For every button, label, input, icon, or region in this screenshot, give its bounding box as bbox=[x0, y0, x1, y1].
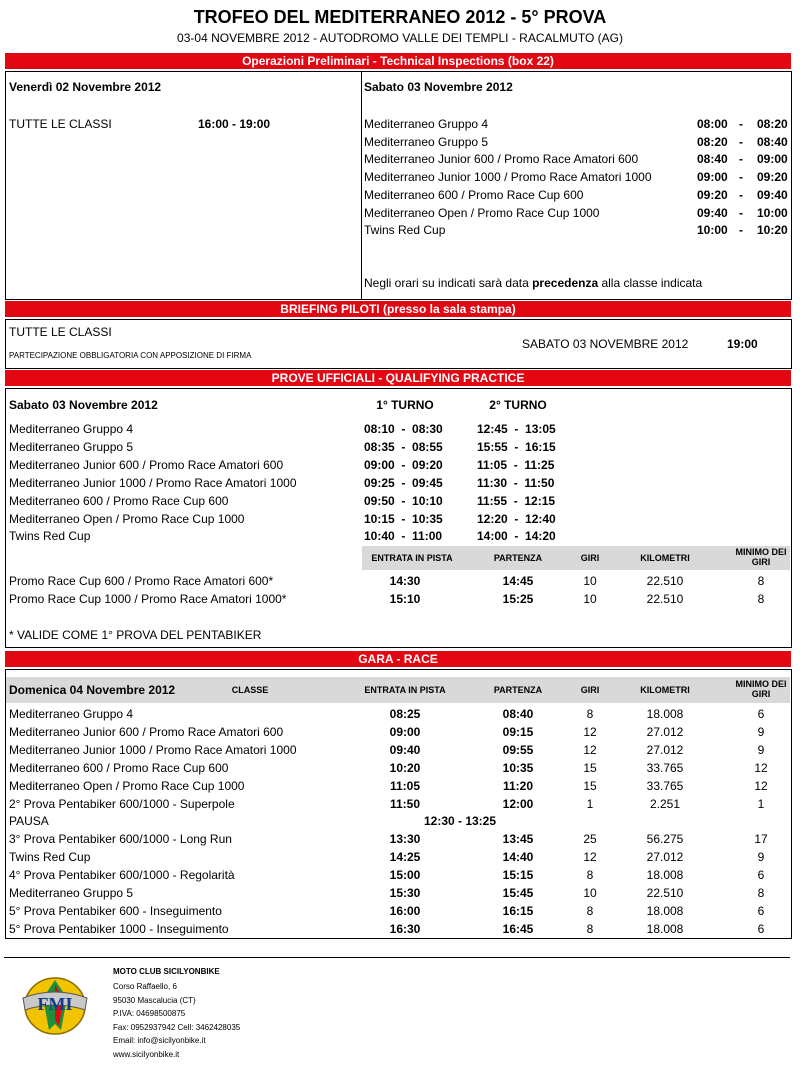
qualifying-race-min: 8 bbox=[757, 574, 765, 588]
qualifying-row-t1: 09:50 - 10:10 bbox=[364, 493, 443, 508]
qualifying-race-min: 8 bbox=[757, 592, 765, 606]
race-row-partenza: 12:00 bbox=[502, 796, 534, 811]
race-h-min1: MINIMO DEI bbox=[735, 679, 787, 689]
race-row-giri: 12 bbox=[583, 724, 597, 739]
qualifying-h-km: KILOMETRI bbox=[640, 553, 690, 563]
race-row-partenza: 08:40 bbox=[502, 707, 534, 721]
qualifying-race-km: 22.510 bbox=[646, 574, 684, 588]
race-row-entrata: 13:30 bbox=[389, 832, 421, 847]
race-row-name: Mediterraneo Junior 600 / Promo Race Amatori 600 bbox=[9, 724, 284, 739]
race-row-giri: 25 bbox=[583, 832, 597, 847]
race-row-km: 18.008 bbox=[646, 903, 684, 918]
briefing-class: TUTTE LE CLASSI bbox=[9, 325, 112, 339]
footer-line: P.IVA: 04698500875 bbox=[113, 1009, 186, 1018]
race-row-partenza: 16:15 bbox=[502, 903, 534, 918]
race-row-partenza: 15:45 bbox=[502, 886, 534, 900]
prelim-row-from: 10:00 bbox=[697, 223, 728, 238]
prelim-row-to: 08:40 bbox=[757, 134, 788, 149]
race-row-name: 4° Prova Pentabiker 600/1000 - Regolarità bbox=[9, 868, 235, 883]
race-row-entrata: 14:25 bbox=[389, 850, 421, 865]
prelim-row-name: Mediterraneo Gruppo 4 bbox=[364, 117, 489, 131]
prelim-left-box bbox=[5, 71, 362, 300]
qualifying-race-entrata: 15:10 bbox=[389, 592, 421, 606]
race-h-km: KILOMETRI bbox=[640, 685, 690, 695]
footer-line: Corso Raffaello, 6 bbox=[113, 982, 177, 991]
race-day: Domenica 04 Novembre 2012 bbox=[9, 683, 176, 697]
briefing-date: SABATO 03 NOVEMBRE 2012 bbox=[522, 337, 689, 351]
race-row-entrata: 08:25 bbox=[389, 707, 421, 721]
qualifying-h-min1: MINIMO DEI bbox=[735, 547, 787, 557]
footer-line: Email: info@sicilyonbike.it bbox=[113, 1036, 206, 1045]
race-row-km: 33.765 bbox=[646, 778, 684, 793]
prelim-left-day: Venerdì 02 Novembre 2012 bbox=[9, 80, 162, 94]
briefing-note: PARTECIPAZIONE OBBLIGATORIA CON APPOSIZIONE DI FIRMA bbox=[9, 351, 252, 360]
race-row-name: 2° Prova Pentabiker 600/1000 - Superpole bbox=[9, 796, 235, 811]
briefing-time: 19:00 bbox=[727, 337, 758, 351]
prelim-row-dash: - bbox=[739, 152, 743, 167]
race-row-partenza: 15:15 bbox=[502, 868, 534, 883]
footer-club: MOTO CLUB SICILYONBIKE bbox=[113, 967, 220, 976]
prelim-left-time: 16:00 - 19:00 bbox=[198, 117, 271, 131]
qualifying-row-t1: 09:25 - 09:45 bbox=[364, 475, 443, 490]
qualifying-row-name: Mediterraneo Gruppo 5 bbox=[9, 439, 134, 454]
prelim-row-name: Mediterraneo Junior 1000 / Promo Race Amatori 1000 bbox=[364, 170, 652, 185]
qualifying-h-min bbox=[725, 547, 797, 567]
prelim-note-c: alla classe indicata bbox=[598, 276, 703, 290]
prelim-bar: Operazioni Preliminari - Technical Inspections (box 22) bbox=[5, 53, 791, 69]
race-row-min: 8 bbox=[757, 886, 765, 900]
prelim-row-from: 08:00 bbox=[697, 117, 728, 131]
qualifying-row-name: Mediterraneo Gruppo 4 bbox=[9, 422, 134, 436]
race-row-name: Mediterraneo Gruppo 5 bbox=[9, 886, 134, 900]
race-row-km: 18.008 bbox=[646, 868, 684, 883]
briefing-bar: BRIEFING PILOTI (presso la sala stampa) bbox=[5, 301, 791, 317]
qualifying-day: Sabato 03 Novembre 2012 bbox=[9, 398, 158, 412]
prelim-row-dash: - bbox=[739, 187, 743, 202]
race-row-name: Mediterraneo Gruppo 4 bbox=[9, 707, 134, 721]
race-row-min: 6 bbox=[757, 903, 765, 918]
race-row-entrata: 09:00 bbox=[389, 724, 421, 739]
qualifying-race-giri: 10 bbox=[583, 574, 597, 588]
race-row-giri: 15 bbox=[583, 778, 597, 793]
prelim-note bbox=[364, 276, 702, 290]
race-row-min: 1 bbox=[757, 796, 765, 811]
qualifying-row-t2: 14:00 - 14:20 bbox=[477, 529, 556, 544]
qualifying-footnote: * VALIDE COME 1° PROVA DEL PENTABIKER bbox=[9, 628, 262, 642]
race-row-giri: 15 bbox=[583, 760, 597, 775]
qualifying-row-t1: 09:00 - 09:20 bbox=[364, 457, 443, 472]
race-row-name: 5° Prova Pentabiker 1000 - Inseguimento bbox=[9, 921, 229, 936]
page-title: TROFEO DEL MEDITERRANEO 2012 - 5° PROVA bbox=[193, 7, 607, 27]
qualifying-h1: 1° TURNO bbox=[376, 398, 434, 412]
qualifying-h2: 2° TURNO bbox=[489, 398, 547, 412]
race-row-giri: 8 bbox=[586, 903, 594, 918]
race-row-giri: 10 bbox=[583, 886, 597, 900]
qualifying-row-t2: 11:55 - 12:15 bbox=[477, 493, 556, 508]
race-row-entrata: 15:30 bbox=[389, 886, 421, 900]
race-row-km: 18.008 bbox=[646, 707, 684, 721]
race-row-name: 3° Prova Pentabiker 600/1000 - Long Run bbox=[9, 832, 232, 847]
footer-divider bbox=[4, 957, 790, 958]
prelim-row-dash: - bbox=[739, 134, 743, 149]
race-row-km: 27.012 bbox=[646, 724, 684, 739]
prelim-row-dash: - bbox=[739, 117, 743, 131]
page-subtitle: 03-04 NOVEMBRE 2012 - AUTODROMO VALLE DEI TEMPLI - RACALMUTO (AG) bbox=[177, 31, 623, 45]
race-row-min: 6 bbox=[757, 868, 765, 883]
qualifying-row-t2: 12:45 - 13:05 bbox=[477, 422, 556, 436]
race-row-name: 5° Prova Pentabiker 600 - Inseguimento bbox=[9, 903, 222, 918]
race-row-min: 9 bbox=[757, 742, 765, 757]
race-row-partenza: 13:45 bbox=[502, 832, 534, 847]
race-row-partenza: 09:55 bbox=[502, 742, 534, 757]
race-row-partenza: 16:45 bbox=[502, 921, 534, 936]
race-h-partenza: PARTENZA bbox=[493, 685, 543, 695]
qualifying-row-t1: 10:40 - 11:00 bbox=[364, 529, 443, 544]
prelim-row-from: 09:20 bbox=[697, 187, 728, 202]
prelim-row-to: 09:40 bbox=[757, 187, 788, 202]
prelim-right-box bbox=[361, 71, 792, 300]
race-row-km: 18.008 bbox=[646, 921, 684, 936]
prelim-row-from: 08:20 bbox=[697, 134, 728, 149]
race-row-giri: 8 bbox=[586, 707, 594, 721]
footer-line: Fax: 0952937942 Cell: 3462428035 bbox=[113, 1022, 241, 1032]
qualifying-h-entrata: ENTRATA IN PISTA bbox=[371, 553, 453, 563]
prelim-row-name: Mediterraneo Gruppo 5 bbox=[364, 134, 489, 149]
qualifying-row-t1: 08:10 - 08:30 bbox=[364, 422, 443, 436]
prelim-row-name: Mediterraneo Open / Promo Race Cup 1000 bbox=[364, 205, 600, 220]
race-row-min: 6 bbox=[757, 707, 765, 721]
prelim-row-to: 08:20 bbox=[757, 117, 788, 131]
qualifying-race-partenza: 14:45 bbox=[502, 574, 534, 588]
qualifying-race-km: 22.510 bbox=[646, 592, 684, 606]
qualifying-bar: PROVE UFFICIALI - QUALIFYING PRACTICE bbox=[5, 370, 791, 386]
footer-line: 95030 Mascalucia (CT) bbox=[113, 995, 196, 1005]
race-row-entrata: 16:30 bbox=[389, 921, 421, 936]
race-h-min2: GIRI bbox=[751, 689, 771, 699]
race-row-giri: 1 bbox=[586, 796, 594, 811]
race-row-pause: 12:30 - 13:25 bbox=[423, 814, 497, 829]
race-h-min bbox=[725, 679, 797, 699]
race-row-min: 9 bbox=[757, 850, 765, 865]
qualifying-row-t1: 08:35 - 08:55 bbox=[364, 439, 443, 454]
race-row-km: 56.275 bbox=[646, 832, 684, 847]
fmi-logo-text: FMI bbox=[37, 994, 73, 1014]
footer-line: www.sicilyonbike.it bbox=[113, 1049, 180, 1059]
qualifying-row-name: Mediterraneo Junior 1000 / Promo Race Amatori 1000 bbox=[9, 475, 297, 490]
prelim-row-dash: - bbox=[739, 205, 743, 220]
qualifying-h-partenza: PARTENZA bbox=[493, 553, 543, 563]
race-row-giri: 8 bbox=[586, 921, 594, 936]
race-row-km: 22.510 bbox=[646, 886, 684, 900]
race-h-giri: GIRI bbox=[580, 685, 600, 695]
race-row-km: 27.012 bbox=[646, 742, 684, 757]
race-bar: GARA - RACE bbox=[5, 651, 791, 667]
prelim-note-a: Negli orari su indicati sarà data bbox=[364, 276, 533, 290]
race-row-name: Mediterraneo Junior 1000 / Promo Race Amatori 1000 bbox=[9, 742, 297, 757]
race-row-name: Mediterraneo 600 / Promo Race Cup 600 bbox=[9, 760, 229, 775]
prelim-left-class: TUTTE LE CLASSI bbox=[9, 117, 112, 131]
prelim-row-name: Twins Red Cup bbox=[364, 223, 446, 238]
race-row-name: Twins Red Cup bbox=[9, 850, 91, 865]
race-h-entrata: ENTRATA IN PISTA bbox=[364, 685, 446, 695]
prelim-row-name: Mediterraneo 600 / Promo Race Cup 600 bbox=[364, 187, 584, 202]
prelim-row-to: 10:20 bbox=[757, 223, 788, 238]
prelim-right-day: Sabato 03 Novembre 2012 bbox=[364, 80, 513, 94]
race-row-giri: 12 bbox=[583, 850, 597, 865]
fmi-logo bbox=[15, 968, 95, 1040]
qualifying-row-t2: 11:05 - 11:25 bbox=[477, 457, 555, 472]
race-h-classe: CLASSE bbox=[231, 685, 269, 695]
prelim-row-name: Mediterraneo Junior 600 / Promo Race Amatori 600 bbox=[364, 152, 639, 167]
race-row-km: 2.251 bbox=[649, 796, 681, 811]
race-row-min: 9 bbox=[757, 724, 765, 739]
qualifying-row-name: Twins Red Cup bbox=[9, 529, 91, 544]
qualifying-row-t2: 15:55 - 16:15 bbox=[477, 439, 556, 454]
race-row-entrata: 10:20 bbox=[389, 760, 421, 775]
race-row-km: 27.012 bbox=[646, 850, 684, 865]
race-row-giri: 8 bbox=[586, 868, 594, 883]
prelim-row-to: 09:20 bbox=[757, 170, 788, 185]
race-row-partenza: 09:15 bbox=[502, 724, 534, 739]
race-row-entrata: 11:50 bbox=[389, 796, 421, 811]
race-row-min: 6 bbox=[757, 921, 765, 936]
race-row-min: 12 bbox=[754, 760, 768, 775]
qualifying-race-entrata: 14:30 bbox=[389, 574, 421, 588]
prelim-row-to: 09:00 bbox=[757, 152, 788, 167]
qualifying-row-t1: 10:15 - 10:35 bbox=[364, 511, 443, 526]
race-row-partenza: 14:40 bbox=[502, 850, 534, 865]
prelim-row-from: 09:40 bbox=[697, 205, 728, 220]
qualifying-h-giri: GIRI bbox=[580, 553, 600, 563]
qualifying-row-t2: 11:30 - 11:50 bbox=[477, 475, 555, 490]
race-row-partenza: 10:35 bbox=[502, 760, 534, 775]
prelim-row-dash: - bbox=[739, 223, 743, 238]
qualifying-row-name: Mediterraneo 600 / Promo Race Cup 600 bbox=[9, 493, 229, 508]
qualifying-race-name: Promo Race Cup 1000 / Promo Race Amatori 1000* bbox=[9, 592, 287, 606]
race-row-km: 33.765 bbox=[646, 760, 684, 775]
race-row-giri: 12 bbox=[583, 742, 597, 757]
race-row-entrata: 11:05 bbox=[389, 778, 421, 793]
qualifying-row-t2: 12:20 - 12:40 bbox=[477, 511, 556, 526]
qualifying-row-name: Mediterraneo Junior 600 / Promo Race Amatori 600 bbox=[9, 457, 284, 472]
race-row-partenza: 11:20 bbox=[502, 778, 534, 793]
race-row-entrata: 16:00 bbox=[389, 903, 421, 918]
prelim-row-from: 09:00 bbox=[697, 170, 728, 185]
race-row-name: Mediterraneo Open / Promo Race Cup 1000 bbox=[9, 778, 245, 793]
race-row-min: 17 bbox=[754, 832, 768, 847]
qualifying-row-name: Mediterraneo Open / Promo Race Cup 1000 bbox=[9, 511, 245, 526]
race-row-entrata: 15:00 bbox=[389, 868, 421, 883]
qualifying-race-name: Promo Race Cup 600 / Promo Race Amatori 600* bbox=[9, 574, 274, 588]
race-row-entrata: 09:40 bbox=[389, 742, 421, 757]
prelim-note-b: precedenza bbox=[532, 276, 599, 290]
prelim-row-from: 08:40 bbox=[697, 152, 728, 167]
qualifying-h-min2: GIRI bbox=[751, 557, 771, 567]
qualifying-race-partenza: 15:25 bbox=[502, 592, 534, 606]
qualifying-race-giri: 10 bbox=[583, 592, 597, 606]
prelim-row-dash: - bbox=[739, 170, 743, 185]
race-row-name: PAUSA bbox=[9, 814, 49, 829]
race-row-min: 12 bbox=[754, 778, 768, 793]
prelim-row-to: 10:00 bbox=[757, 205, 788, 220]
